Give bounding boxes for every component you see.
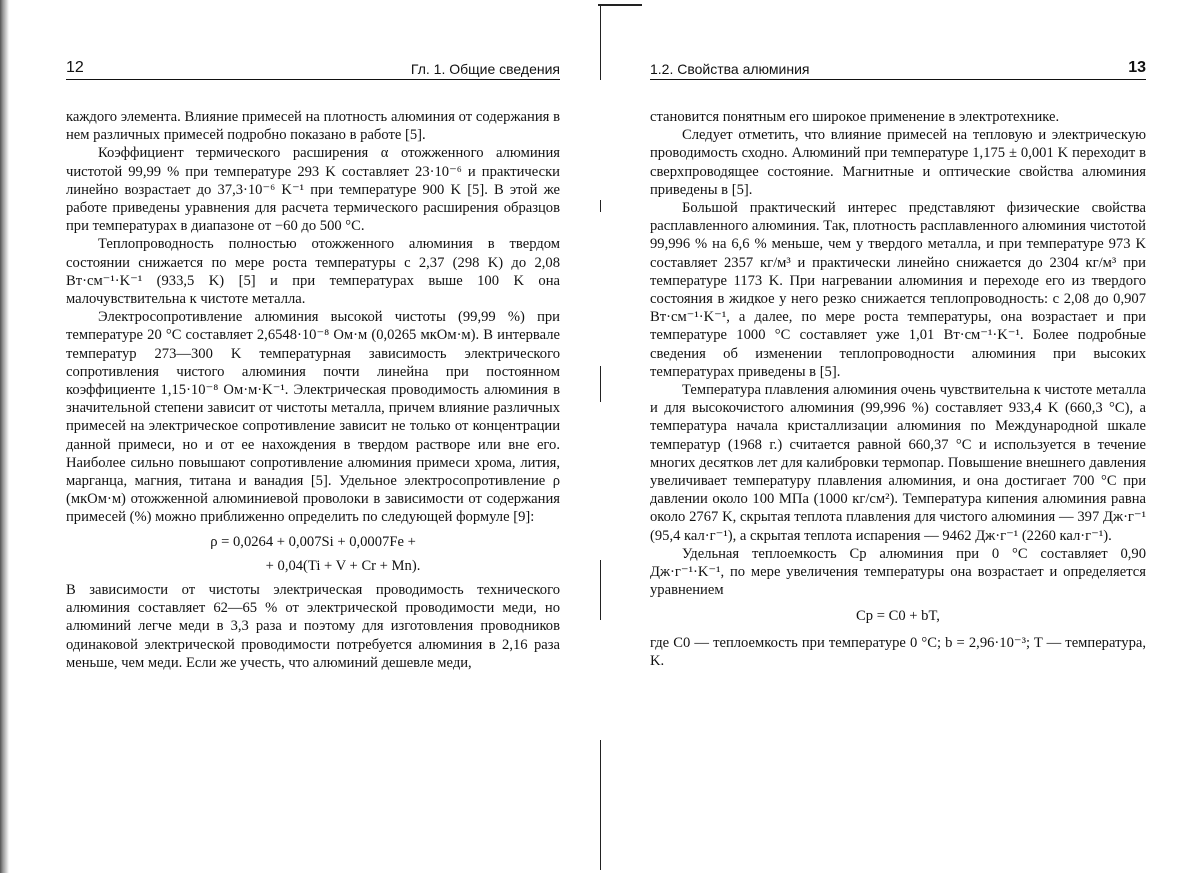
- running-head-title: 1.2. Свойства алюминия: [650, 61, 810, 77]
- running-head-title: Гл. 1. Общие сведения: [410, 61, 560, 77]
- paragraph: каждого элемента. Влияние примесей на плотность алюминия от содержания в нем различных примесей подробно показано в работе [5].: [66, 109, 560, 144]
- paragraph: Удельная теплоемкость Cp алюминия при 0 °C составляет 0,90 Дж·г⁻¹·K⁻¹, по мере увеличения температуры она возрастает и определяется уравнением: [650, 545, 1146, 599]
- paragraph: Электросопротивление алюминия высокой чистоты (99,99 %) при температуре 20 °C составляет 2,6548·10⁻⁸ Ом·м (0,0265 мкОм·м). В интервале температур 273—300 K температурная зависимость электрического сопротивления чистого алюминия почти линейна при постоянном коэффициенте 1,15·10⁻⁸ Ом·м·K⁻¹. Электрическая проводимость алюминия в значительной степени зависит от чистоты металла, причем влияние различных примесей на электрическое сопротивление зависит не только от концентрации данной примеси, но и от ее нахождения в твердом растворе или вне его. Наиболее сильно повышают сопротивление алюминия примеси хрома, лития, марганца, магния, титана и ванадия [5]. Удельное электросопротивление ρ (мкОм·м) отожженной алюминиевой проволоки в зависимости от содержания примесей (%) можно приближенно определить по следующей формуле [9]:: [66, 309, 560, 526]
- page-body: [66, 108, 560, 672]
- page-body: [650, 108, 1146, 670]
- formula-line: Cp = C0 + bT,: [856, 608, 940, 625]
- paragraph: Следует отметить, что влияние примесей на тепловую и электрическую проводимость сходно. Алюминий при температуре 1,175 ± 0,001 K переходит в сверхпроводящее состояние. Магнитные и оптические свойства алюминия приведены в [5].: [650, 127, 1146, 198]
- running-header: [650, 59, 1146, 80]
- gutter-line: [600, 740, 601, 870]
- gutter-mark-top: [598, 4, 642, 6]
- gutter-line: [600, 560, 601, 620]
- book-edge-shadow: [0, 0, 10, 873]
- heat-capacity-formula: [650, 607, 1146, 625]
- gutter-line: [600, 4, 601, 80]
- paragraph: где C0 — теплоемкость при температуре 0 °C; b = 2,96·10⁻³; T — температура, K.: [650, 634, 1146, 669]
- formula-line: + 0,04(Ti + V + Cr + Mn).: [265, 557, 421, 574]
- gutter-line: [600, 366, 601, 402]
- running-header: [66, 59, 560, 80]
- paragraph: Теплопроводность полностью отожженного алюминия в твердом состоянии снижается по мере роста температуры с 2,37 (298 K) до 2,08 Вт·см⁻¹·K⁻¹ (933,5 K) [5] и при температурах выше 100 K она малочувствительна к чистоте металла.: [66, 236, 560, 308]
- paragraph: Коэффициент термического расширения α отожженного алюминия чистотой 99,99 % при температуре 293 K составляет 23·10⁻⁶ и практически линейно возрастает до 37,3·10⁻⁶ K⁻¹ при температуре 900 K [5]. В этой же работе приведены уравнения для расчета термического расширения образцов при температурах в диапазоне от −60 до 500 °C.: [66, 145, 560, 235]
- gutter-line: [600, 200, 601, 212]
- formula-line: ρ = 0,0264 + 0,007Si + 0,0007Fe +: [210, 533, 416, 550]
- page-number: 13: [1128, 59, 1146, 76]
- paragraph: становится понятным его широкое применение в электротехнике.: [650, 109, 1060, 125]
- paragraph: В зависимости от чистоты электрическая проводимость технического алюминия составляет 62—65 % от электрической проводимости меди, но алюминий легче меди в 3,3 раза и поэтому для изготовления проводников одинаковой электрической проводимости потребуется алюминия в 2,16 раза меньше, чем меди. Если же учесть, что алюминий дешевле меди,: [66, 582, 560, 671]
- page-number: 12: [66, 59, 84, 76]
- paragraph: Большой практический интерес представляют физические свойства расплавленного алюминия. Так, плотность расплавленного алюминия чистотой 99,996 % на 6,6 % меньше, чем у твердого металла, и при температуре 973 K составляет 2357 кг/м³ и практически линейно снижается до 2304 кг/м³ при температуре 1173 K. При нагревании алюминия и переходе его из твердого состояния в жидкое у него резко снижается теплопроводность: с 2,08 до 0,907 Вт·см⁻¹·K⁻¹, а далее, по мере роста температуры, она возрастает и при температуре 1000 °C составляет уже 1,01 Вт·см⁻¹·K⁻¹. Более подробные сведения об изменении теплопроводности алюминия при высоких температурах приведены в [5].: [650, 200, 1146, 380]
- paragraph: Температура плавления алюминия очень чувствительна к чистоте металла и для высокочистого алюминия (99,996 %) составляет 933,4 K (660,3 °C), а температура начала кристаллизации алюминия по Международной шкале температур (1968 г.) считается равной 660,37 °C и используется в течение многих десятков лет для калибровки термопар. Повышение внешнего давления увеличивает температуру плавления алюминия, и она достигает 700 °C при давлении около 100 МПа (1000 кг/см²). Температура кипения алюминия равна около 2767 K, скрытая теплота плавления для чистого алюминия — 397 Дж·г⁻¹ (95,4 кал·г⁻¹), а скрытая теплота испарения — 9462 Дж·г⁻¹ (2260 кал·г⁻¹).: [650, 382, 1146, 544]
- resistivity-formula: [66, 533, 560, 575]
